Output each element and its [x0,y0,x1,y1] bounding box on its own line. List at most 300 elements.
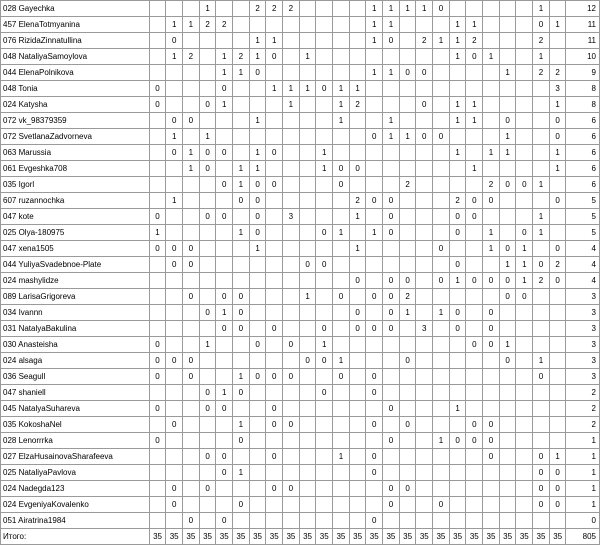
table-row [1,193,600,209]
score-cell: 1 [233,465,250,481]
score-cell: 1 [483,145,500,161]
score-cell: 1 [316,145,333,161]
score-cell [433,161,450,177]
score-cell [166,161,183,177]
score-cell [183,273,200,289]
score-cell: 1 [216,305,233,321]
score-cell [399,81,416,97]
score-cell: 2 [466,33,483,49]
score-cell: 0 [216,401,233,417]
score-cell [299,65,316,81]
score-cell [233,81,250,97]
score-cell [316,481,333,497]
score-cell: 2 [549,257,566,273]
score-cell: 1 [383,129,400,145]
score-cell [283,241,300,257]
participant-name: 035 KokoshaNel [1,417,150,433]
score-cell [449,337,466,353]
score-cell [466,481,483,497]
score-cell [316,401,333,417]
score-cell [549,433,566,449]
score-cell [533,417,550,433]
score-cell [483,513,500,529]
score-cell [299,17,316,33]
score-cell [166,273,183,289]
score-cell [433,97,450,113]
score-cell [283,449,300,465]
row-total: 6 [566,113,600,129]
participant-name: 063 Marussia [1,145,150,161]
score-cell: 0 [383,225,400,241]
score-cell: 0 [266,145,283,161]
score-cell [399,161,416,177]
score-cell [366,161,383,177]
score-cell [283,465,300,481]
score-cell [383,353,400,369]
column-total: 35 [433,529,450,545]
score-cell: 0 [383,273,400,289]
score-cell [366,145,383,161]
score-cell [349,401,366,417]
row-total: 6 [566,129,600,145]
score-cell: 0 [149,353,166,369]
score-cell [316,129,333,145]
score-cell: 0 [516,225,533,241]
score-cell: 1 [233,65,250,81]
score-cell: 0 [449,305,466,321]
score-cell: 0 [216,513,233,529]
score-cell [183,449,200,465]
score-cell: 2 [549,65,566,81]
score-cell: 0 [199,481,216,497]
score-cell [149,113,166,129]
score-cell: 1 [149,225,166,241]
score-cell [433,49,450,65]
score-cell [283,129,300,145]
score-cell [299,305,316,321]
score-cell [149,321,166,337]
participant-name: 025 NataliyaPavlova [1,465,150,481]
score-cell: 1 [516,257,533,273]
table-row [1,241,600,257]
score-cell [316,33,333,49]
score-cell [333,401,350,417]
column-total: 35 [216,529,233,545]
score-cell: 2 [283,1,300,17]
score-cell [433,193,450,209]
score-cell [366,177,383,193]
score-cell [149,273,166,289]
score-cell [399,49,416,65]
score-cell: 1 [449,17,466,33]
score-cell [183,417,200,433]
score-cell [199,369,216,385]
score-cell [149,33,166,49]
score-cell [299,209,316,225]
score-cell [166,321,183,337]
score-cell [166,65,183,81]
column-total: 35 [499,529,516,545]
score-cell [483,161,500,177]
score-cell [216,481,233,497]
score-cell [166,209,183,225]
column-total: 35 [249,529,266,545]
score-cell [166,225,183,241]
score-cell [266,433,283,449]
score-cell [283,401,300,417]
score-cell: 0 [433,129,450,145]
score-cell [266,113,283,129]
score-cell [199,193,216,209]
participant-name: 036 Seagull [1,369,150,385]
score-cell [283,177,300,193]
score-cell [416,385,433,401]
score-cell: 1 [199,1,216,17]
column-total: 35 [166,529,183,545]
score-cell [499,385,516,401]
score-cell: 0 [333,177,350,193]
score-cell [149,257,166,273]
score-cell [233,337,250,353]
score-cell [549,225,566,241]
score-cell [416,177,433,193]
participant-name: 061 Evgeshka708 [1,161,150,177]
score-cell [499,81,516,97]
score-cell [333,193,350,209]
score-cell [399,513,416,529]
score-cell [449,513,466,529]
score-cell [216,1,233,17]
score-cell [383,465,400,481]
score-cell: 1 [533,209,550,225]
score-cell: 1 [366,17,383,33]
score-cell [249,481,266,497]
row-total: 0 [566,513,600,529]
score-cell [466,465,483,481]
score-cell [333,49,350,65]
score-cell [199,257,216,273]
score-cell [399,193,416,209]
participant-name: 457 ElenaTotmyanina [1,17,150,33]
score-cell [349,65,366,81]
score-cell [333,33,350,49]
score-cell [366,257,383,273]
table-row [1,385,600,401]
score-cell: 0 [383,33,400,49]
table-row [1,17,600,33]
score-cell: 1 [233,417,250,433]
score-cell [516,385,533,401]
participant-name: 607 ruzannochka [1,193,150,209]
score-cell: 0 [533,465,550,481]
column-total: 35 [399,529,416,545]
row-total: 11 [566,33,600,49]
score-cell [199,225,216,241]
table-row [1,33,600,49]
score-cell [316,177,333,193]
score-cell: 0 [416,65,433,81]
score-cell [466,321,483,337]
participant-name: 051 Airatrina1984 [1,513,150,529]
score-cell: 0 [383,209,400,225]
score-cell: 1 [483,49,500,65]
score-cell: 0 [166,113,183,129]
score-cell [266,257,283,273]
score-cell [349,513,366,529]
score-cell [266,97,283,113]
participant-name: 031 NatalyaBakulina [1,321,150,337]
score-cell: 2 [533,33,550,49]
table-row [1,113,600,129]
score-cell [366,433,383,449]
score-cell [549,369,566,385]
score-cell: 0 [199,385,216,401]
score-cell [216,497,233,513]
score-cell [283,161,300,177]
score-cell: 1 [499,129,516,145]
score-cell [466,289,483,305]
score-cell [399,209,416,225]
column-total: 35 [516,529,533,545]
score-cell [366,241,383,257]
score-cell: 0 [249,177,266,193]
score-cell: 0 [216,177,233,193]
score-cell: 0 [533,481,550,497]
participant-name: 047 xena1505 [1,241,150,257]
score-cell [316,97,333,113]
score-cell [233,241,250,257]
table-row [1,401,600,417]
score-cell [383,49,400,65]
score-cell [466,65,483,81]
score-cell [266,161,283,177]
score-cell [149,177,166,193]
score-cell: 0 [349,161,366,177]
score-cell [516,449,533,465]
score-cell [183,65,200,81]
score-cell: 0 [399,273,416,289]
score-cell [533,321,550,337]
score-cell: 0 [233,497,250,513]
score-cell: 0 [449,321,466,337]
column-total: 35 [266,529,283,545]
score-cell [333,513,350,529]
score-cell [383,81,400,97]
score-cell [216,33,233,49]
score-cell: 0 [266,49,283,65]
score-cell [499,1,516,17]
score-cell [466,369,483,385]
column-total: 35 [283,529,300,545]
row-total: 2 [566,401,600,417]
score-cell [249,321,266,337]
score-cell: 0 [216,209,233,225]
score-cell: 1 [249,161,266,177]
score-cell [266,465,283,481]
score-cell: 0 [199,305,216,321]
score-cell: 0 [233,305,250,321]
score-cell [349,49,366,65]
score-cell: 0 [483,321,500,337]
score-cell: 0 [183,289,200,305]
score-cell: 0 [366,449,383,465]
score-cell [266,273,283,289]
column-total: 35 [549,529,566,545]
table-row [1,497,600,513]
score-cell: 1 [466,97,483,113]
score-cell [316,449,333,465]
score-cell: 0 [483,417,500,433]
score-cell [333,209,350,225]
score-cell [199,177,216,193]
score-cell [299,321,316,337]
score-cell: 0 [366,385,383,401]
score-cell [233,209,250,225]
score-cell [366,49,383,65]
score-cell: 1 [433,305,450,321]
score-cell [299,401,316,417]
score-cell: 1 [216,65,233,81]
score-cell [516,33,533,49]
score-cell [249,513,266,529]
table-row [1,433,600,449]
score-cell [233,513,250,529]
score-cell: 0 [183,513,200,529]
score-cell: 1 [216,49,233,65]
score-cell: 0 [399,481,416,497]
score-cell [199,33,216,49]
score-cell: 2 [399,289,416,305]
score-cell [149,385,166,401]
score-cell [183,433,200,449]
score-cell [249,129,266,145]
score-cell: 1 [449,33,466,49]
score-cell [266,513,283,529]
score-cell: 0 [283,481,300,497]
score-cell: 0 [383,401,400,417]
score-cell [516,209,533,225]
score-cell: 1 [183,17,200,33]
score-cell: 1 [383,65,400,81]
score-cell: 2 [416,33,433,49]
score-cell [316,241,333,257]
score-cell [499,465,516,481]
score-cell: 1 [333,225,350,241]
score-cell: 0 [383,433,400,449]
score-cell: 1 [266,33,283,49]
score-cell [249,17,266,33]
row-total: 12 [566,1,600,17]
score-cell [299,129,316,145]
score-cell [299,113,316,129]
score-cell [533,337,550,353]
score-cell [433,385,450,401]
score-cell: 0 [249,225,266,241]
score-cell: 0 [366,369,383,385]
score-cell: 0 [216,449,233,465]
score-cell: 1 [299,81,316,97]
score-cell: 0 [316,385,333,401]
score-cell: 1 [366,225,383,241]
score-cell [449,1,466,17]
score-cell [316,65,333,81]
score-cell: 2 [349,193,366,209]
score-cell [199,417,216,433]
column-total: 35 [199,529,216,545]
score-cell [416,145,433,161]
row-total: 5 [566,193,600,209]
table-row [1,353,600,369]
row-total: 3 [566,305,600,321]
score-cell: 0 [316,257,333,273]
score-cell: 0 [466,193,483,209]
score-cell: 0 [299,353,316,369]
score-cell [349,369,366,385]
score-cell [183,497,200,513]
score-cell: 1 [416,1,433,17]
score-cell: 0 [383,193,400,209]
score-cell [299,385,316,401]
score-cell: 1 [283,97,300,113]
score-cell: 0 [499,353,516,369]
score-cell: 0 [516,177,533,193]
score-cell [249,97,266,113]
row-total: 8 [566,81,600,97]
score-cell [416,497,433,513]
row-total: 1 [566,497,600,513]
score-cell [399,241,416,257]
score-cell [216,417,233,433]
score-cell: 1 [166,49,183,65]
score-cell [183,465,200,481]
score-cell [449,417,466,433]
column-total: 35 [333,529,350,545]
score-cell: 1 [549,449,566,465]
score-cell: 0 [366,513,383,529]
score-cell: 0 [199,145,216,161]
score-cell [349,449,366,465]
score-cell [216,273,233,289]
score-cell [499,321,516,337]
score-cell [333,129,350,145]
score-cell [316,513,333,529]
score-cell [349,113,366,129]
score-cell [433,65,450,81]
score-cell [433,17,450,33]
score-cell [416,401,433,417]
score-cell [299,417,316,433]
score-cell [466,385,483,401]
score-cell [349,385,366,401]
score-cell [549,385,566,401]
score-cell [499,417,516,433]
score-cell [383,257,400,273]
score-cell: 0 [316,321,333,337]
row-total: 1 [566,481,600,497]
score-cell [449,161,466,177]
score-cell [299,433,316,449]
score-cell [166,449,183,465]
score-cell [533,161,550,177]
score-cell [416,257,433,273]
score-cell [333,1,350,17]
score-cell: 0 [199,97,216,113]
score-cell: 0 [383,289,400,305]
score-cell [416,241,433,257]
score-cell: 1 [399,1,416,17]
score-cell [183,209,200,225]
score-cell: 0 [266,321,283,337]
